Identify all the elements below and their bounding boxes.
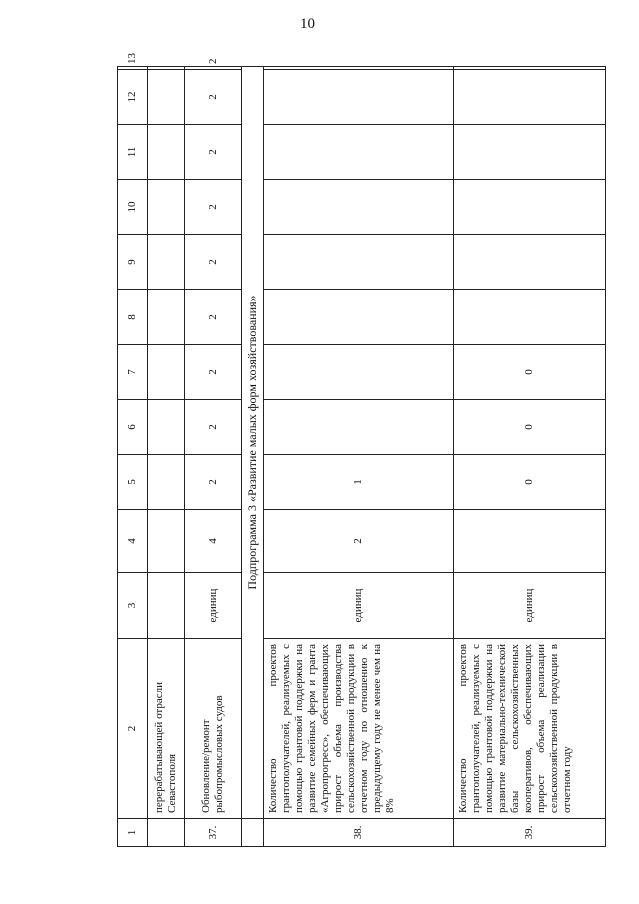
header-row — [118, 67, 148, 847]
value-cell: 1 — [264, 455, 454, 510]
value-cell — [148, 345, 185, 400]
value-cell — [148, 235, 185, 290]
value-cell — [454, 70, 606, 125]
table-row — [185, 67, 242, 847]
value-cell — [148, 67, 185, 70]
header-cell: 3 — [118, 573, 148, 639]
value-cell: 2 — [185, 400, 242, 455]
value-cell: 2 — [185, 67, 242, 70]
value-cell: 2 — [185, 345, 242, 400]
value-cell — [454, 235, 606, 290]
value-cell — [454, 67, 606, 70]
value-cell — [264, 70, 454, 125]
indicator-name-cell: Количество проектов грантополучателей, реализуемых с помощью грантовой поддержки на развитие семейных ферм и гранта «Агропрогресс», обеспечивающих прирост объема производства сельскохозяйственной продукции в отчетном году по отношению к предыдущему году не менее чем на 8% — [264, 639, 454, 819]
value-cell: 2 — [264, 510, 454, 573]
value-cell — [148, 400, 185, 455]
value-cell: 4 — [185, 510, 242, 573]
row-number-cell — [148, 819, 185, 847]
header-cell: 11 — [118, 125, 148, 180]
value-cell — [454, 125, 606, 180]
unit-cell — [148, 573, 185, 639]
value-cell — [148, 125, 185, 180]
indicator-name-cell: Количество проектов грантополучателей, реализуемых с помощью грантовой поддержки на развитие материально-технической базы сельскохозяйственных кооперативов, обеспечивающих прирост объема реализации сельскохозяйственной продукции в отчетном году — [454, 639, 606, 819]
subprogram-row — [242, 67, 264, 847]
page-number: 10 — [300, 16, 315, 32]
value-cell: 2 — [185, 290, 242, 345]
value-cell — [264, 290, 454, 345]
header-cell: 7 — [118, 345, 148, 400]
table-row — [148, 67, 185, 847]
value-cell — [148, 70, 185, 125]
value-cell — [454, 510, 606, 573]
indicators-table — [117, 53, 606, 847]
subprogram-title: Подпрограмма 3 «Развитие малых форм хозяйствования» — [242, 67, 264, 819]
value-cell — [264, 125, 454, 180]
header-cell: 1 — [118, 819, 148, 847]
value-cell — [264, 235, 454, 290]
table-row — [264, 67, 454, 847]
value-cell — [264, 67, 454, 70]
header-cell: 2 — [118, 639, 148, 819]
header-cell: 12 — [118, 70, 148, 125]
indicator-name-cell: перерабатывающей отрасли Севастополя — [148, 639, 185, 819]
value-cell — [454, 290, 606, 345]
unit-cell: единиц — [454, 573, 606, 639]
value-cell: 0 — [454, 345, 606, 400]
value-cell — [148, 455, 185, 510]
header-cell: 10 — [118, 180, 148, 235]
header-cell: 13 — [118, 67, 148, 70]
value-cell: 2 — [185, 70, 242, 125]
unit-cell: единиц — [264, 573, 454, 639]
indicator-name-cell: Обновление/ремонт рыбопромысловых судов — [185, 639, 242, 819]
value-cell — [148, 180, 185, 235]
rotated-table-container — [117, 53, 605, 847]
table-row — [454, 67, 606, 847]
value-cell — [454, 180, 606, 235]
header-cell: 6 — [118, 400, 148, 455]
header-cell: 9 — [118, 235, 148, 290]
subprogram-empty-cell — [242, 819, 264, 847]
value-cell: 0 — [454, 400, 606, 455]
header-cell: 4 — [118, 510, 148, 573]
value-cell — [148, 290, 185, 345]
value-cell: 2 — [185, 235, 242, 290]
value-cell — [148, 510, 185, 573]
header-cell: 5 — [118, 455, 148, 510]
value-cell — [264, 400, 454, 455]
header-cell: 8 — [118, 290, 148, 345]
value-cell — [264, 180, 454, 235]
value-cell — [264, 345, 454, 400]
value-cell: 0 — [454, 455, 606, 510]
value-cell: 2 — [185, 455, 242, 510]
row-number-cell: 37. — [185, 819, 242, 847]
value-cell: 2 — [185, 180, 242, 235]
row-number-cell: 38. — [264, 819, 454, 847]
value-cell: 2 — [185, 125, 242, 180]
row-number-cell: 39. — [454, 819, 606, 847]
unit-cell: единиц — [185, 573, 242, 639]
